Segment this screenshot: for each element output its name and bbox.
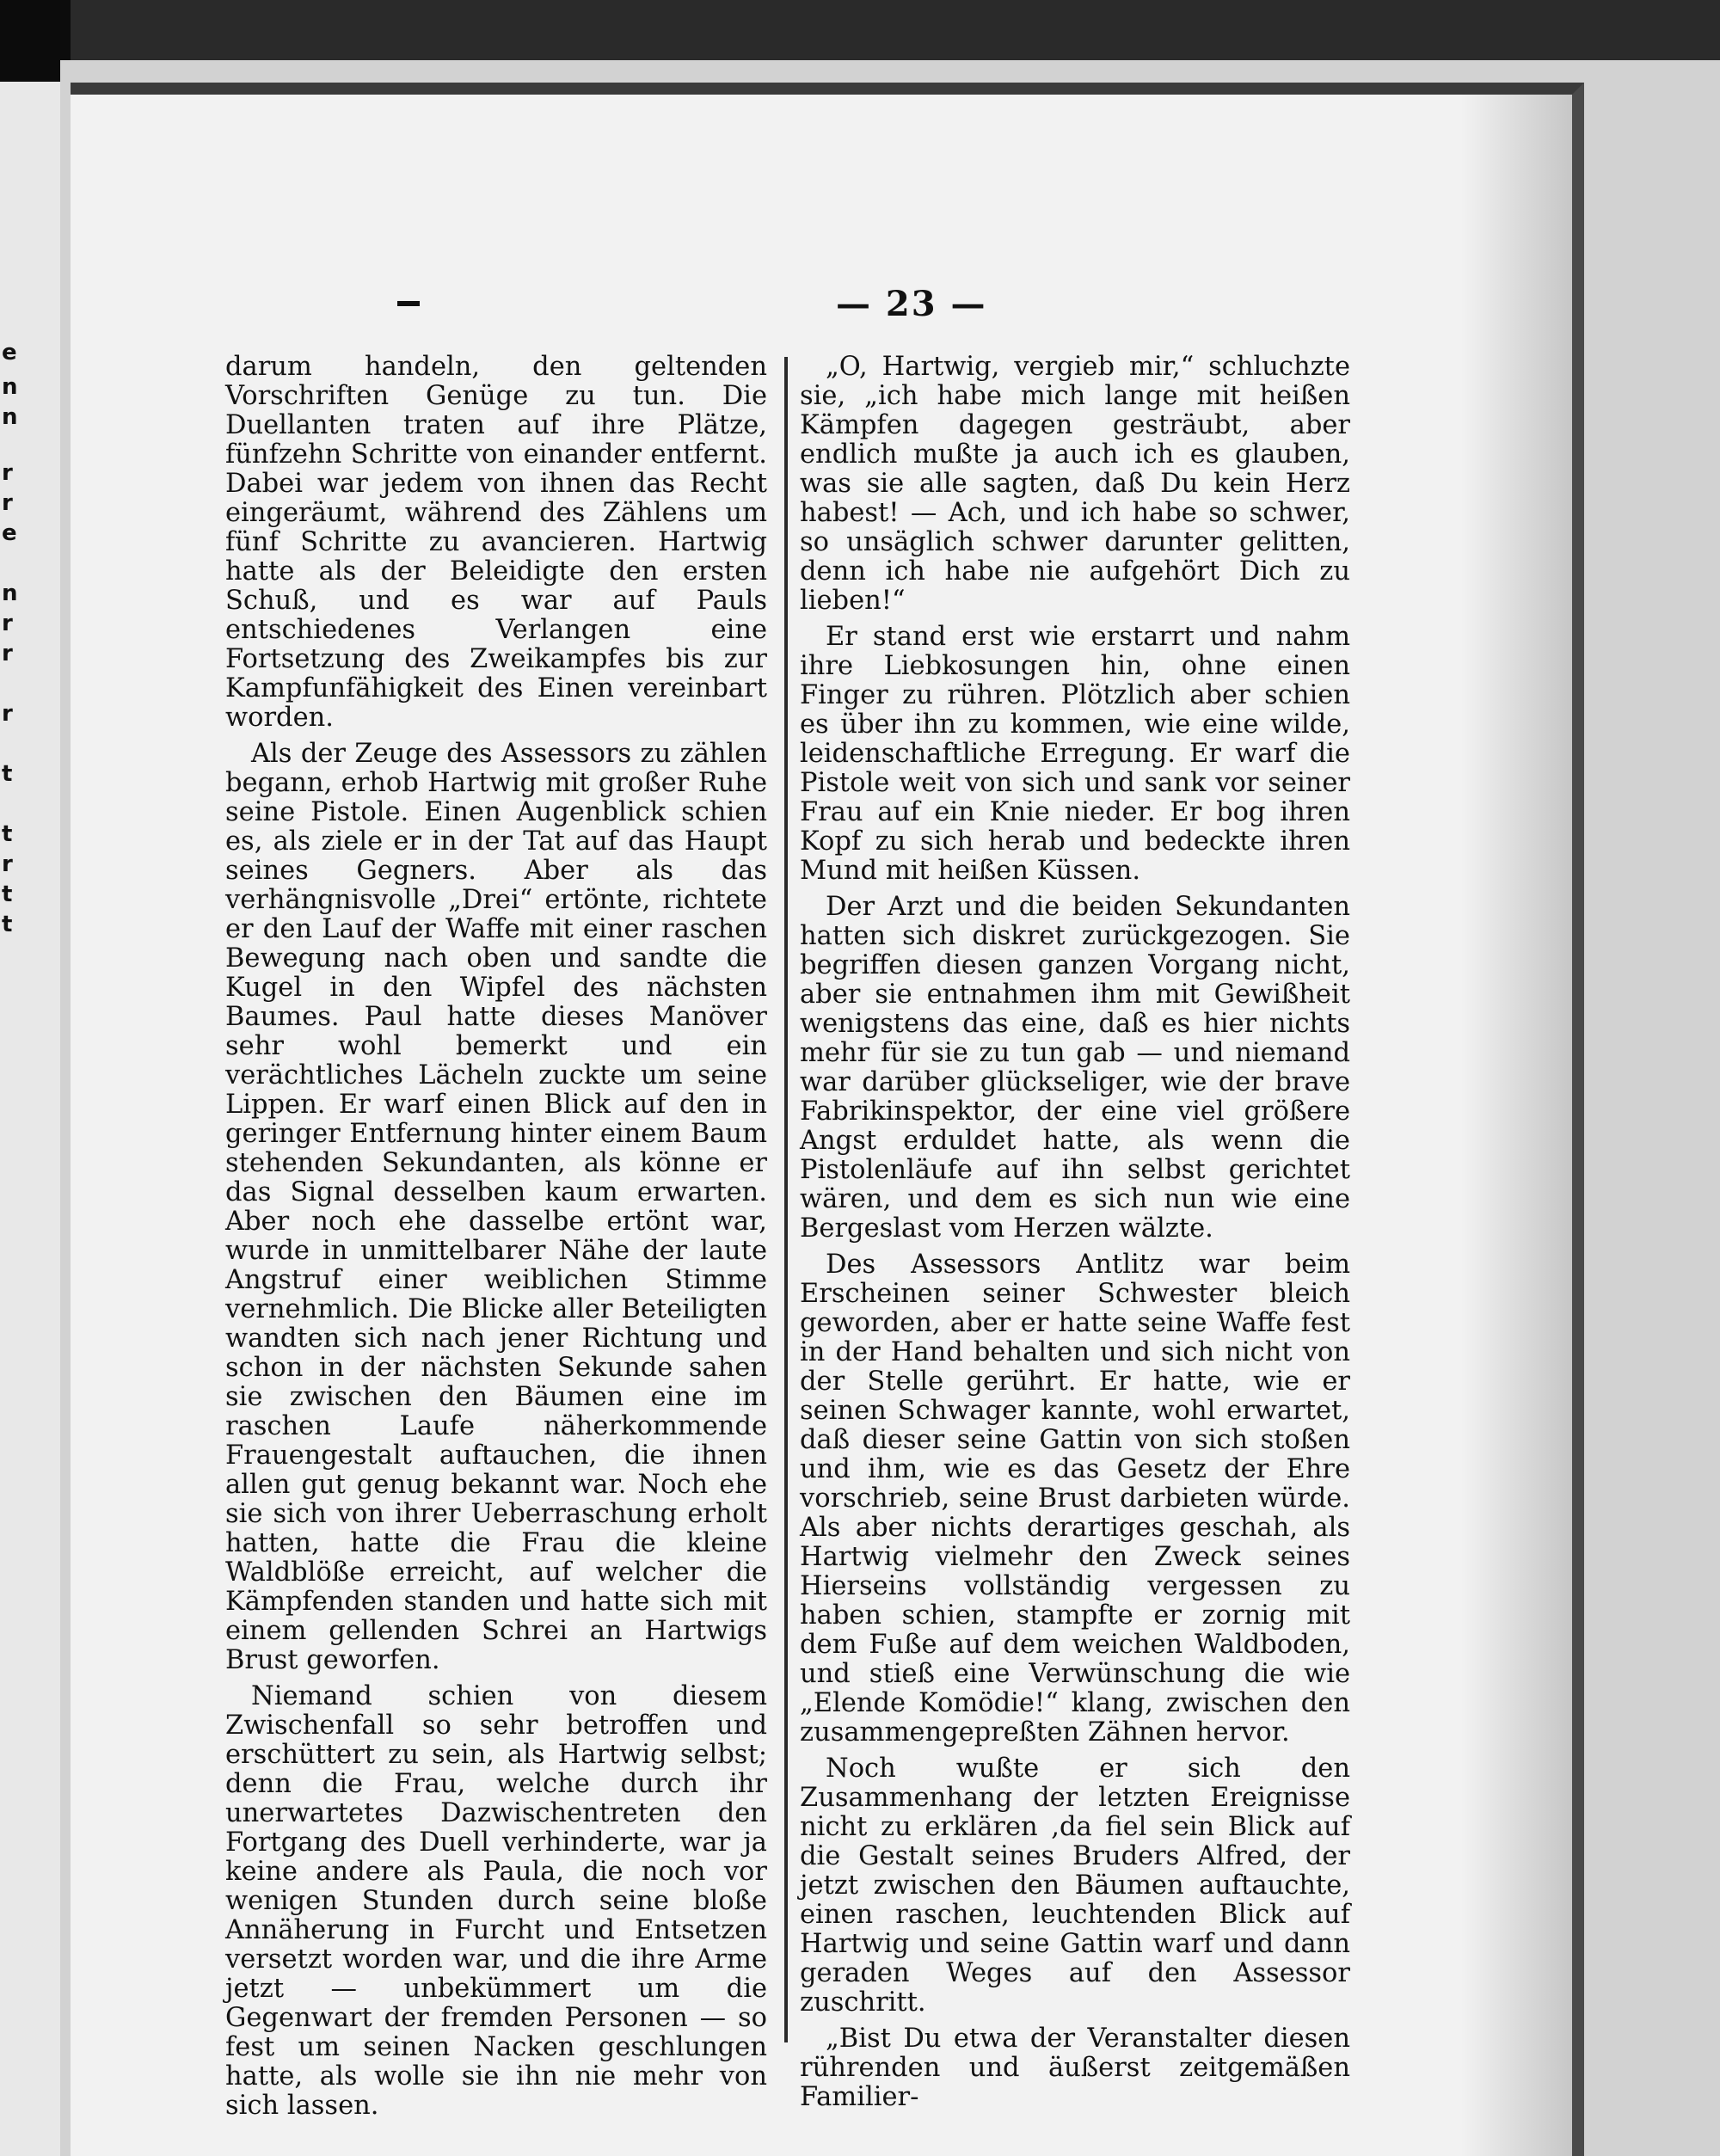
margin-letter: t (2, 821, 13, 847)
margin-letter: n (2, 374, 18, 400)
document-page (71, 83, 1584, 2156)
paragraph: darum handeln, den geltenden Vorschriften Genüge zu tun. Die Duellanten traten auf ihre Plätze, fünfzehn Schritte von einander entfernt. Dabei war jedem von ihnen das Recht eingeräumt, während des Zählens um fünf Schritte zu avancieren. Hartwig hatte als der Beleidigte den ersten Schuß, und es war auf Pauls entschiedenes Verlangen eine Fortsetzung des Zweikampfes bis zur Kampfunfähigkeit des Einen vereinbart worden. (225, 352, 767, 733)
margin-letter: n (2, 404, 18, 430)
margin-letter: t (2, 881, 13, 907)
paragraph: Er stand erst wie erstarrt und nahm ihre Liebkosungen hin, ohne einen Finger zu rühren. Plötzlich aber schien es über ihn zu kommen, wie eine wilde, leidenschaftliche Erregung. Er warf die Pistole weit von sich und sank vor seiner Frau auf ein Knie nieder. Er bog ihren Kopf zu sich herab und bedeckte ihren Mund mit heißen Küssen. (800, 622, 1350, 886)
margin-letter: r (2, 851, 13, 877)
page-number: — 23 — (836, 284, 987, 324)
paragraph: Der Arzt und die beiden Sekundanten hatten sich diskret zurückgezogen. Sie begriffen diesen ganzen Vorgang nicht, aber sie entnahmen ihm mit Gewißheit wenigstens das eine, daß es hier nichts mehr für sie zu tun gab — und niemand war darüber glückseliger, wie der brave Fabrikinspektor, der eine viel größere Angst erduldet hatte, als wenn die Pistolenläufe auf ihn selbst gerichtet wären, und dem es sich nun wie eine Bergeslast vom Herzen wälzte. (800, 892, 1350, 1244)
margin-letter: r (2, 490, 13, 516)
paragraph: Niemand schien von diesem Zwischenfall so sehr betroffen und erschüttert zu sein, als Hartwig selbst; denn die Frau, welche durch ihr unerwartetes Dazwischentreten den Fortgang des Duell verhinderte, war ja keine andere als Paula, die noch vor wenigen Stunden durch seine bloße Annäherung in Furcht und Entsetzen versetzt worden war, und die ihre Arme jetzt — unbekümmert um die Gegenwart der fremden Personen — so fest um seinen Nacken geschlungen hatte, als wolle sie ihn nie mehr von sich lassen. (225, 1681, 767, 2121)
margin-letter: t (2, 761, 13, 787)
header-dash (397, 301, 420, 306)
previous-page-edge (0, 82, 60, 2156)
margin-letter: r (2, 701, 13, 727)
paragraph: Noch wußte er sich den Zusammenhang der letzten Ereignisse nicht zu erklären ,da fiel sein Blick auf die Gestalt seines Bruders Alfred, der jetzt zwischen den Bäumen auftauchte, einen raschen, leuchtenden Blick auf Hartwig und seine Gattin warf und dann geraden Weges auf den Assessor zuschritt. (800, 1754, 1350, 2018)
margin-letter: e (2, 520, 17, 546)
margin-letter: t (2, 912, 13, 937)
margin-letter: r (2, 641, 13, 666)
margin-letter: r (2, 460, 13, 486)
paragraph: Des Assessors Antlitz war beim Erscheinen seiner Schwester bleich geworden, aber er hatte seine Waffe fest in der Hand behalten und sich nicht von der Stelle gerührt. Er hatte, wie er seinen Schwager kannte, wohl erwartet, daß dieser seine Gattin von sich stoßen und ihm, wie es das Gesetz der Ehre vorschrieb, seine Brust darbieten würde. Als aber nichts derartiges geschah, als Hartwig vielmehr den Zweck seines Hierseins vollständig vergessen zu haben schien, stampfte er zornig mit dem Fuße auf dem weichen Waldboden, und stieß eine Verwünschung die wie „Elende Komödie!“ klang, zwischen den zusammengepreßten Zähnen hervor. (800, 1250, 1350, 1748)
paragraph: „Bist Du etwa der Veranstalter diesen rührenden und äußerst zeitgemäßen Familier- (800, 2024, 1350, 2112)
margin-letter: r (2, 611, 13, 636)
column-divider (784, 357, 788, 2042)
right-column (800, 353, 1350, 2119)
margin-letter: e (2, 340, 17, 365)
left-column (225, 353, 767, 2128)
page-header (71, 284, 1572, 335)
page-fold-shadow (1460, 95, 1572, 2156)
paragraph: „O, Hartwig, vergieb mir,“ schluchzte sie, „ich habe mich lange mit heißen Kämpfen dagegen gesträubt, aber endlich mußte ja auch ich es glauben, was sie alle sagten, daß Du kein Herz habest! — Ach, und ich habe so schwer, so unsäglich schwer darunter gelitten, denn ich habe nie aufgehört Dich zu lieben!“ (800, 352, 1350, 616)
paragraph: Als der Zeuge des Assessors zu zählen begann, erhob Hartwig mit großer Ruhe seine Pistole. Einen Augenblick schien es, als ziele er in der Tat auf das Haupt seines Gegners. Aber als das verhängnisvolle „Drei“ ertönte, richtete er den Lauf der Waffe mit einer raschen Bewegung nach oben und sandte die Kugel in den Wipfel des nächsten Baumes. Paul hatte dieses Manöver sehr wohl bemerkt und ein verächtliches Lächeln zuckte um seine Lippen. Er warf einen Blick auf den in geringer Entfernung hinter einem Baum stehenden Sekundanten, als könne er das Signal desselben kaum erwarten. Aber noch ehe dasselbe ertönt war, wurde in unmittelbarer Nähe der laute Angstruf einer weiblichen Stimme vernehmlich. Die Blicke aller Beteiligten wandten sich nach jener Richtung und schon in der nächsten Sekunde sahen sie zwischen den Bäumen eine im raschen Laufe näherkommende Frauengestalt auftauchen, die ihnen allen gut genug bekannt war. Noch ehe sie sich von ihrer Ueberraschung erholt hatten, hatte die Frau die kleine Waldblöße erreicht, auf welcher die Kämpfenden standen und hatte sich mit einem gellenden Schrei an Hartwigs Brust geworfen. (225, 739, 767, 1675)
margin-letter: n (2, 580, 18, 606)
